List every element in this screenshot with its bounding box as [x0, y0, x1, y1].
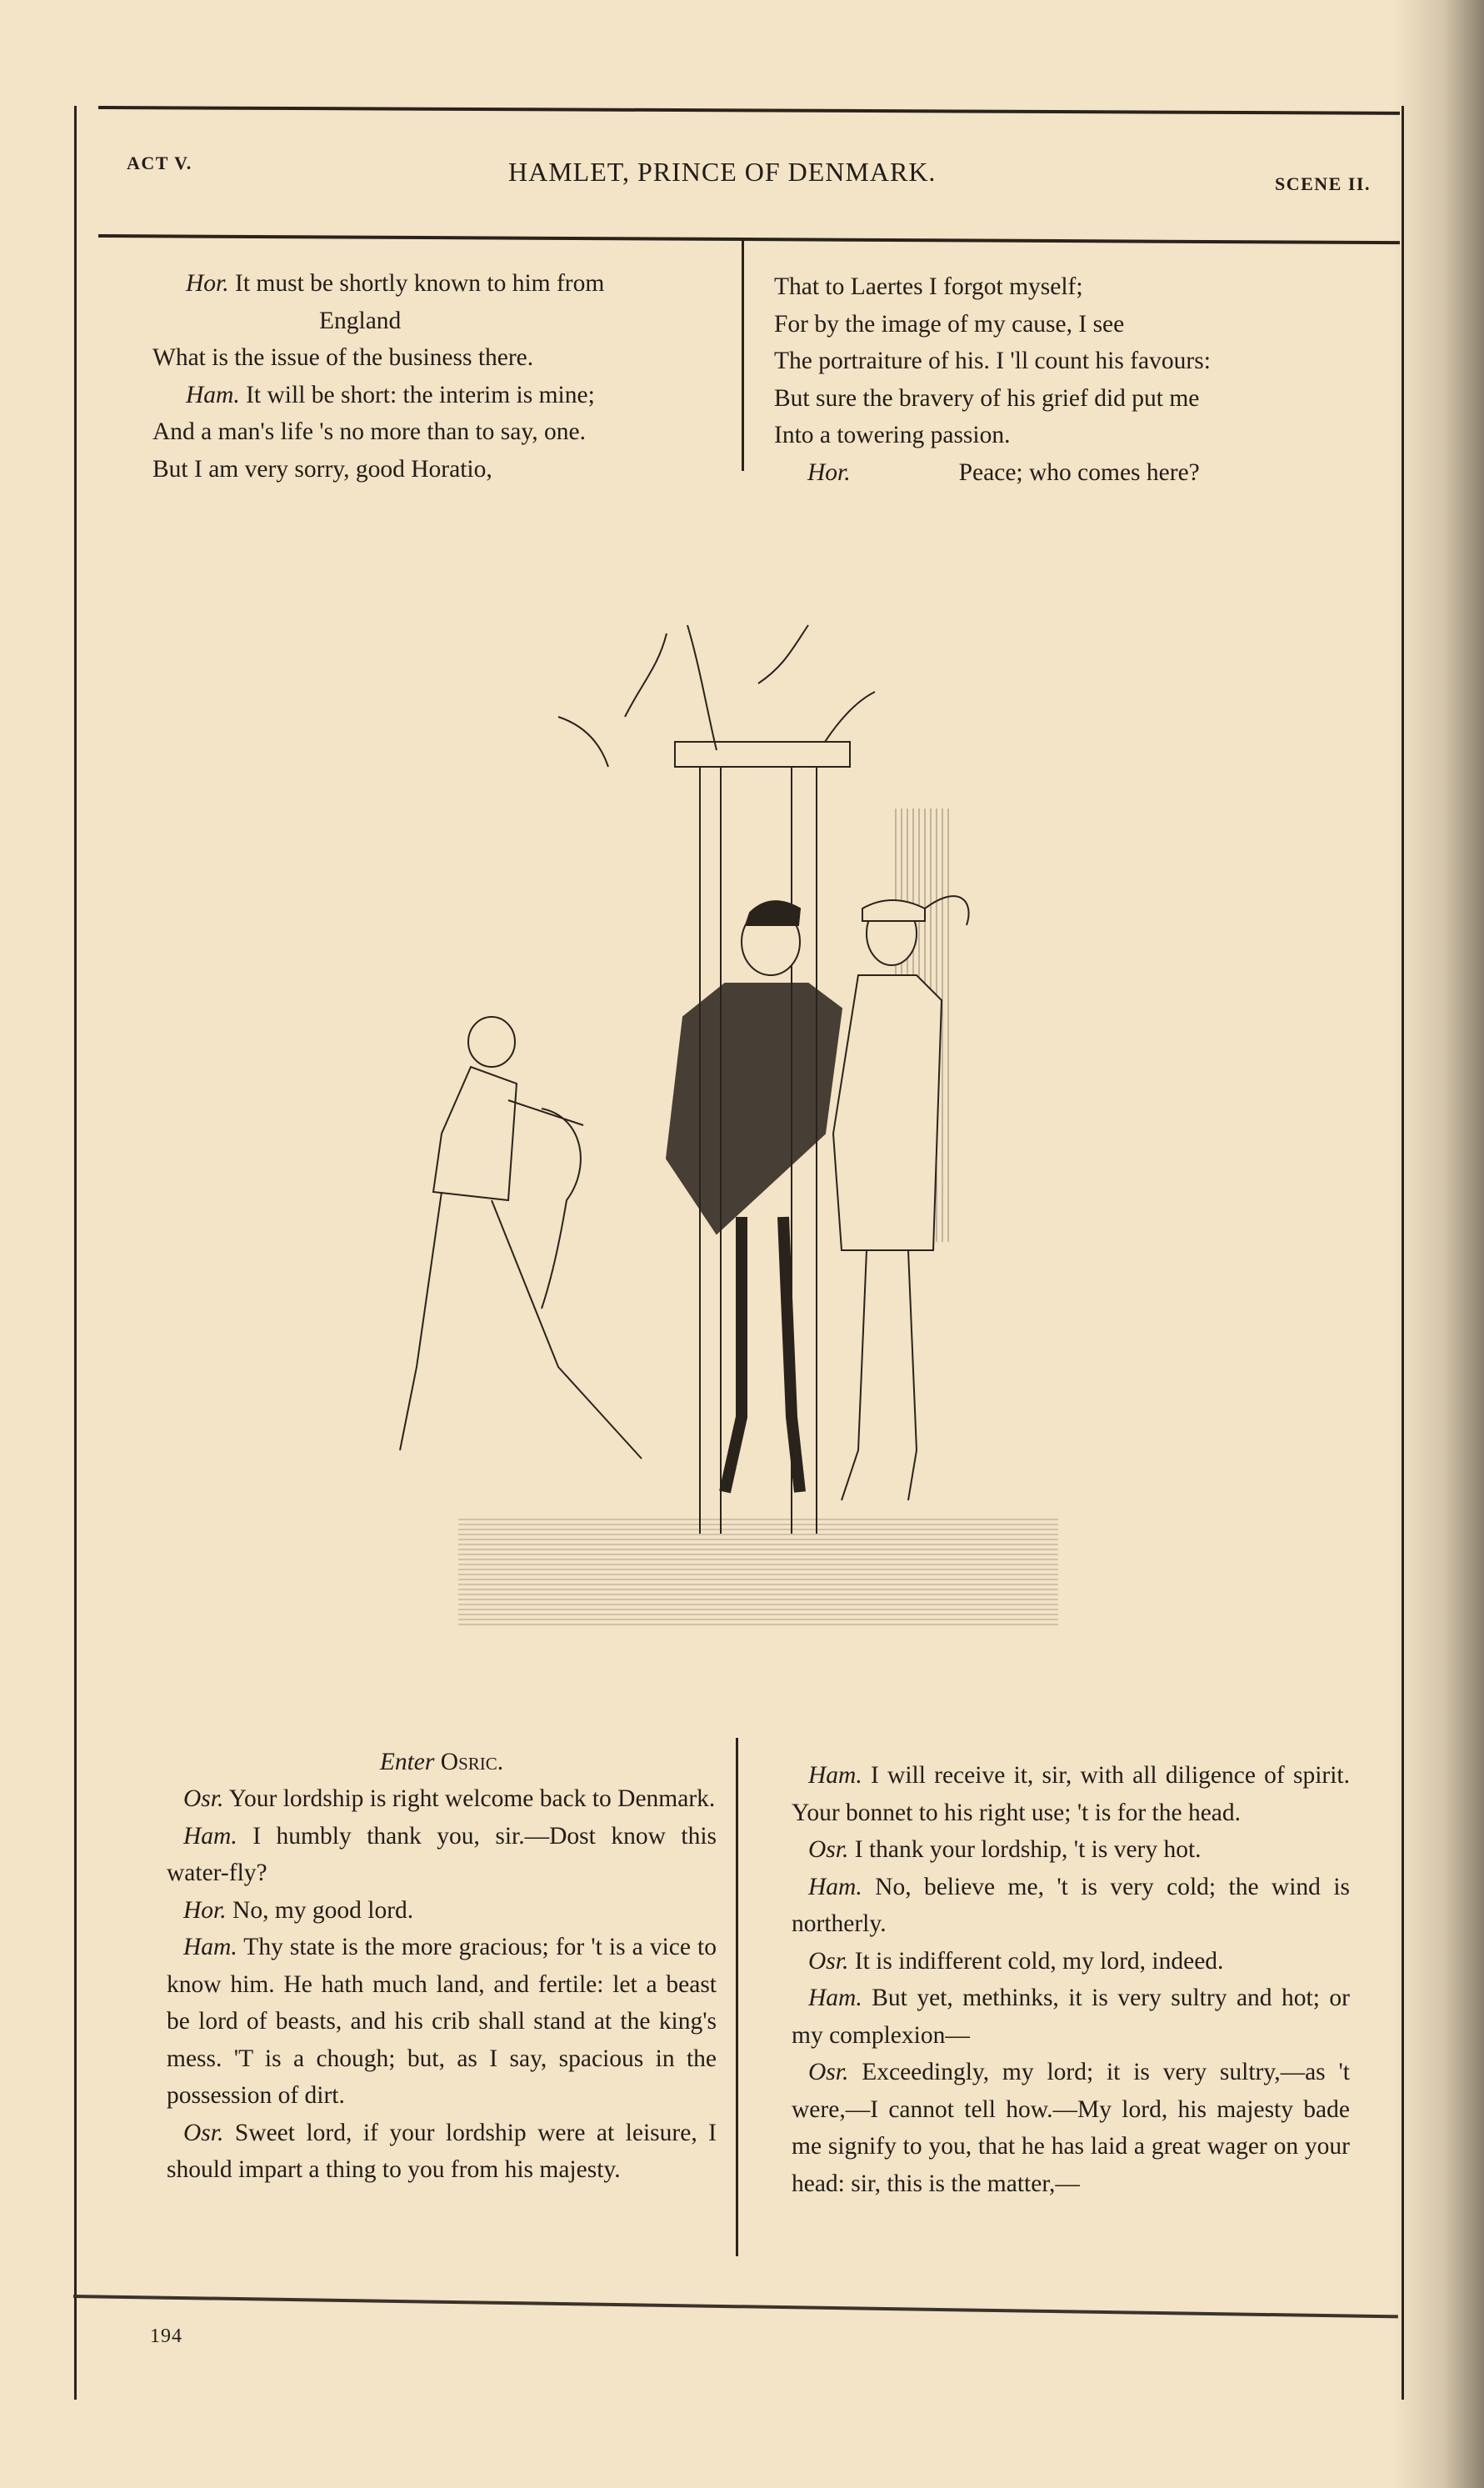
speech-text: It must be shortly known to him from — [235, 270, 605, 297]
text-column-bottom-left — [167, 1780, 717, 2189]
speech-text: I humbly thank you, sir.—Dost know this water-fly? — [167, 1822, 717, 1886]
speech-text: No, believe me, 't is very cold; the wind is northerly. — [792, 1873, 1351, 1937]
speaker-label: Hor. — [183, 1896, 227, 1924]
osric-figure — [400, 1017, 642, 1459]
speaker-label: Osr. — [808, 1836, 849, 1863]
speaker-label: Osr. — [808, 2059, 849, 2085]
speech — [792, 2054, 1350, 2202]
speech — [152, 377, 736, 414]
verse-line: The portraiture of his. I 'll count his favours: — [774, 348, 1211, 374]
speech-text: I will receive it, sir, with all diligence of spirit. Your bonnet to his right use; 't is for the head. — [792, 1762, 1350, 1826]
verse-line: For by the image of my cause, I see — [774, 310, 1125, 338]
speech-text: I thank your lordship, 't is very hot. — [854, 1836, 1202, 1863]
speaker-label: Ham. — [808, 1985, 862, 2011]
speech-text: Exceedingly, my lord; it is very sultry,—as 't were,—I cannot tell how.—My lord, his majesty bade me signify to you, that he has laid a great wager on your head: sir, this is the matter,— — [792, 2059, 1350, 2197]
speech — [792, 1757, 1350, 1831]
speech — [167, 1892, 717, 1930]
verse-line: Into a towering passion. — [774, 422, 1011, 448]
speech-text: It is indifferent cold, my lord, indeed. — [854, 1947, 1224, 1975]
speech — [167, 1929, 717, 2115]
verse-line: But I am very sorry, good Horatio, — [152, 455, 492, 483]
hamlet-figure — [667, 901, 842, 1492]
speaker-label: Ham. — [808, 1762, 862, 1789]
text-column-bottom-right — [792, 1757, 1350, 2202]
speaker-label: Ham. — [183, 1822, 237, 1850]
speech — [774, 454, 1357, 492]
verse-continuation: England — [319, 307, 402, 334]
speaker-label: Osr. — [183, 2119, 224, 2146]
speaker-label: Hor. — [807, 458, 851, 486]
speech-text: Thy state is the more gracious; for 't is a vice to know him. He hath much land, and fertile: let a beast be lord of beasts, and his crib shall stand at the king's mess. 'T is a chough; but, as I say, spacious in the possession of dirt. — [167, 1934, 717, 2109]
text-column-top-right — [774, 268, 1357, 491]
stage-direction — [167, 1744, 717, 1781]
speaker-label: Osr. — [183, 1785, 224, 1812]
speech-text: Your lordship is right welcome back to Denmark. — [228, 1785, 716, 1812]
verse-line: But sure the bravery of his grief did put me — [774, 384, 1200, 412]
speech — [792, 1869, 1350, 1943]
speaker-label: Ham. — [186, 381, 240, 408]
page-number: 194 — [150, 2325, 182, 2347]
running-head-scene: SCENE II. — [1275, 173, 1371, 194]
speech — [167, 1780, 717, 1818]
speech — [167, 2115, 717, 2189]
running-head-title: HAMLET, PRINCE OF DENMARK. — [508, 157, 937, 187]
stage-direction-name: Osric. — [440, 1749, 504, 1775]
running-head-act: ACT V. — [127, 153, 192, 173]
speech — [167, 1818, 717, 1892]
page-gutter-shadow — [1392, 0, 1484, 2488]
speech — [152, 265, 736, 303]
speech-text: It will be short: the interim is mine; — [246, 381, 595, 408]
engraving-illustration — [392, 617, 1125, 1659]
speech-text: But yet, methinks, it is very sultry and hot; or my complexion— — [792, 1985, 1350, 2049]
speaker-label: Ham. — [808, 1873, 862, 1900]
speaker-label: Osr. — [808, 1947, 849, 1975]
speech-text: Sweet lord, if your lordship were at leisure, I should impart a thing to you from his majesty. — [167, 2119, 717, 2183]
speech-text: No, my good lord. — [232, 1896, 414, 1924]
verse-line: And a man's life 's no more than to say, one. — [152, 418, 586, 445]
speaker-label: Hor. — [186, 270, 229, 297]
speech-text: Peace; who comes here? — [958, 458, 1200, 486]
stage-direction-verb: Enter — [379, 1749, 435, 1775]
column-divider-bottom — [736, 1738, 738, 2256]
text-column-top-left — [152, 265, 736, 488]
speech — [792, 1831, 1350, 1869]
speech — [792, 1980, 1350, 2054]
verse-line: That to Laertes I forgot myself; — [774, 273, 1083, 300]
verse-line: What is the issue of the business there. — [152, 344, 534, 371]
column-divider-top — [742, 238, 744, 471]
speaker-label: Ham. — [183, 1934, 237, 1960]
speech — [792, 1943, 1350, 1980]
